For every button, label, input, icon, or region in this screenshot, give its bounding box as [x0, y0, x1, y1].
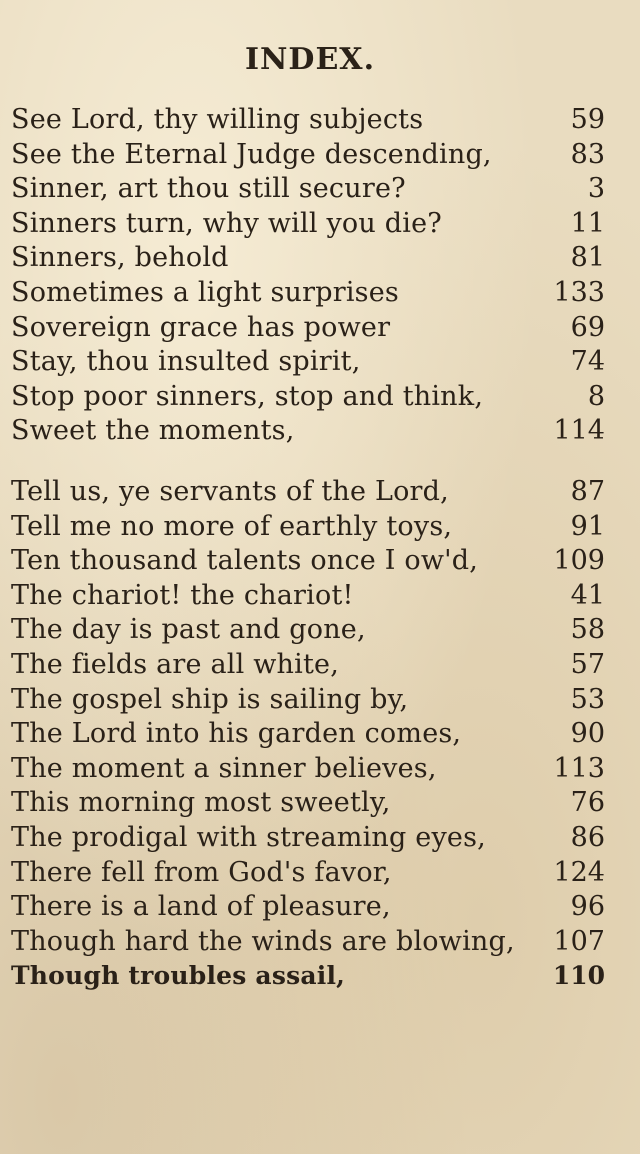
first-line: Tell us, ye servants of the Lord,: [11, 476, 449, 507]
page-number: 133: [553, 276, 605, 308]
index-entry: [11, 172, 605, 207]
index-entry: [11, 103, 605, 138]
page-number: 87: [570, 476, 605, 507]
page-number: 90: [570, 718, 605, 750]
index-list-t: [11, 475, 605, 994]
index-entry: [11, 648, 605, 683]
page-title: INDEX.: [244, 42, 376, 77]
page-number: 83: [570, 138, 605, 170]
first-line: The moment a sinner believes,: [11, 752, 437, 784]
first-line: Tell me no more of earthly toys,: [11, 510, 453, 542]
index-entry: [11, 752, 605, 787]
page-number: 86: [570, 821, 605, 853]
page-number: 11: [570, 207, 605, 239]
first-line: See the Eternal Judge descending,: [11, 138, 492, 170]
index-entry: [11, 475, 605, 510]
page-number: 76: [570, 787, 605, 819]
page-number: 81: [570, 242, 605, 274]
first-line: Ten thousand talents once I ow'd,: [11, 545, 479, 577]
first-line: The prodigal with streaming eyes,: [11, 821, 486, 853]
page-number: 96: [570, 891, 605, 923]
index-entry: [11, 544, 605, 579]
index-entry: [11, 138, 605, 173]
index-entry: [11, 207, 605, 242]
first-line: There fell from God's favor,: [11, 856, 392, 888]
page-number: 3: [587, 173, 605, 205]
first-line: The fields are all white,: [11, 648, 339, 680]
index-entry: [11, 890, 605, 925]
index-entry: [11, 311, 605, 346]
first-line: The day is past and gone,: [11, 614, 366, 646]
first-line: Stop poor sinners, stop and think,: [11, 380, 484, 412]
first-line: Sovereign grace has power: [11, 311, 391, 343]
index-entry: [11, 380, 605, 415]
page-number: 109: [553, 545, 605, 577]
index-entry: [11, 510, 605, 545]
index-entry: [11, 613, 605, 648]
index-entry: [11, 579, 605, 614]
index-list-s: [11, 103, 605, 449]
index-entry: [11, 856, 605, 891]
index-entry: [11, 821, 605, 856]
page-number: 59: [570, 104, 605, 135]
page-number: 74: [570, 346, 605, 378]
first-line: The chariot! the chariot!: [11, 579, 354, 611]
page-number: 53: [570, 683, 605, 715]
first-line: Sinners, behold: [11, 242, 229, 274]
index-entry: [11, 959, 605, 994]
first-line: This morning most sweetly,: [11, 787, 391, 819]
index-entry: [11, 414, 605, 449]
first-line: Sweet the moments,: [11, 415, 295, 447]
first-line: Stay, thou insulted spirit,: [11, 346, 361, 378]
index-entry: [11, 276, 605, 311]
index-entry: [11, 717, 605, 752]
first-line: Though hard the winds are blowing,: [11, 925, 515, 957]
page-number: 110: [552, 961, 605, 991]
first-line: The gospel ship is sailing by,: [11, 683, 409, 715]
index-entry: [11, 925, 605, 960]
page-number: 41: [570, 579, 605, 611]
index-entry: [11, 786, 605, 821]
page-number: 69: [570, 311, 605, 343]
page-number: 124: [553, 856, 605, 888]
page-number: 8: [587, 380, 605, 412]
page-number: 114: [553, 415, 605, 447]
index-entry: [11, 683, 605, 718]
page-number: 107: [553, 925, 605, 957]
first-line: There is a land of pleasure,: [11, 891, 391, 923]
index-entry: [11, 241, 605, 276]
first-line: Sinners turn, why will you die?: [11, 207, 442, 239]
first-line: Though troubles assail,: [11, 961, 346, 991]
first-line: Sinner, art thou still secure?: [11, 173, 406, 205]
first-line: See Lord, thy willing subjects: [11, 104, 424, 135]
index-entry: [11, 345, 605, 380]
page-number: 91: [570, 510, 605, 542]
first-line: Sometimes a light surprises: [11, 276, 399, 308]
first-line: The Lord into his garden comes,: [11, 718, 462, 750]
page-number: 57: [570, 648, 605, 680]
page-number: 58: [570, 614, 605, 646]
page-number: 113: [553, 752, 605, 784]
